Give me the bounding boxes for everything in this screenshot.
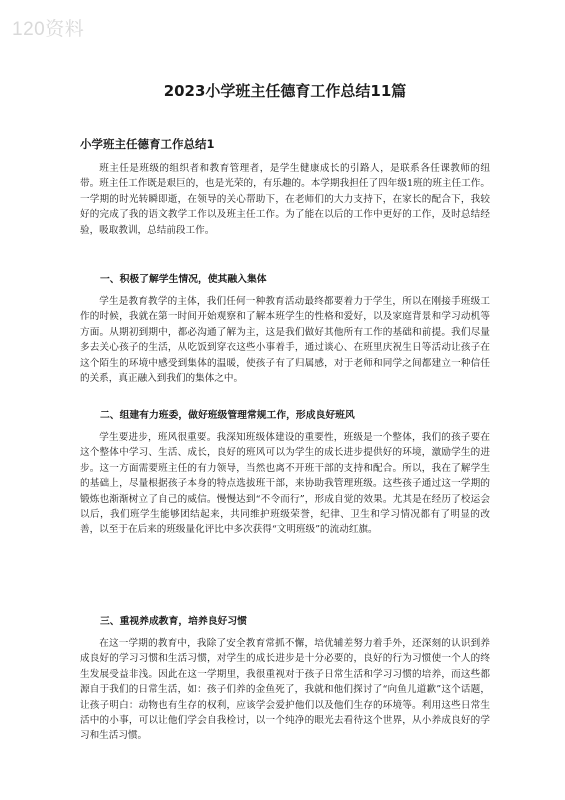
section-title: 小学班主任德育工作总结1 <box>80 137 215 151</box>
part-paragraph-3: 在这一学期的教育中，我除了安全教育常抓不懈，培优辅差努力着手外，还深刻的认识到养成良好的学习习惯和生活习惯，对学生的成长进步是十分必要的，良好的行为习惯使一个人的终生发展受益非浅。因此在这一学期里，我很重视对于孩子日常生活和学习习惯的培养，而这些都源自于我们的日常生活，如：孩子们养的金鱼死了，我就和他们探讨了“向鱼儿道歉”这个话题，让孩子明白：动物也有生存的权利，应该学会爱护他们以及他们生存的环境等。利用这些日常生活中的小事，可以让他们学会自我检讨，以一个纯净的眼光去看待这个世界，从小养成良好的学习和生活习惯。 <box>80 638 490 742</box>
intro-paragraph: 班主任是班级的组织者和教育管理者，是学生健康成长的引路人，是联系各任课教师的纽带。班主任工作既是艰巨的，也是光荣的，有乐趣的。本学期我担任了四年级1班的班主任工作。一学期的时光转瞬即逝，在领导的关心帮助下，在老师们的大力支持下，在家长的配合下，我较好的完成了我的语文教学工作以及班主任工作。为了能在以后的工作中更好的工作，及时总结经验，吸取教训，总结前段工作。 <box>80 163 490 236</box>
part-paragraph-1: 学生是教育教学的主体，我们任何一种教育活动最终都要着力于学生，所以在刚接手班级工作的时候，我就在第一时间开始观察和了解本班学生的性格和爱好，以及家庭背景和学习动机等方面。从期初到期中，都必沟通了解为主，这是我们做好其他所有工作的基础和前提。我们尽量多去关心孩子的生活，从吃饭到穿衣这些小事着手，通过谈心、在班里庆祝生日等活动让孩子在这个陌生的环境中感受到集体的温暖，使孩子有了归属感，对于老师和同学之间都建立一种信任的关系，真正融入到我们的集体之中。 <box>80 296 490 385</box>
part-heading-2: 二、组建有力班委，做好班级管理常规工作，形成良好班风 <box>100 410 355 421</box>
part-paragraph-2: 学生要进步，班风很重要。我深知班级体建设的重要性，班级是一个整体，我们的孩子要在这个整体中学习、生活、成长，良好的班风可以为学生的成长进步提供好的环境，激励学生的进步。这一方面需要班主任的有力领导，当然也离不开班干部的支持和配合。所以，我在了解学生的基础上，尽量根据孩子本身的特点选拔班干部，来协助我管理班级。这些孩子通过这一学期的锻炼也渐渐树立了自己的威信。慢慢达到“不令而行”，形成自觉的效果。尤其是在经历了校运会以后，我们班学生能够团结起来，共同维护班级荣誉，纪律、卫生和学习情况都有了明显的改善，以至于在后来的班级量化评比中多次获得“文明班级”的流动红旗。 <box>80 432 490 536</box>
document-title: 2023小学班主任德育工作总结11篇 <box>163 82 407 100</box>
watermark: 120资料 <box>12 19 85 40</box>
part-heading-3: 三、重视养成教育，培养良好习惯 <box>100 616 247 627</box>
part-heading-1: 一、积极了解学生情况，使其融入集体 <box>100 274 267 285</box>
